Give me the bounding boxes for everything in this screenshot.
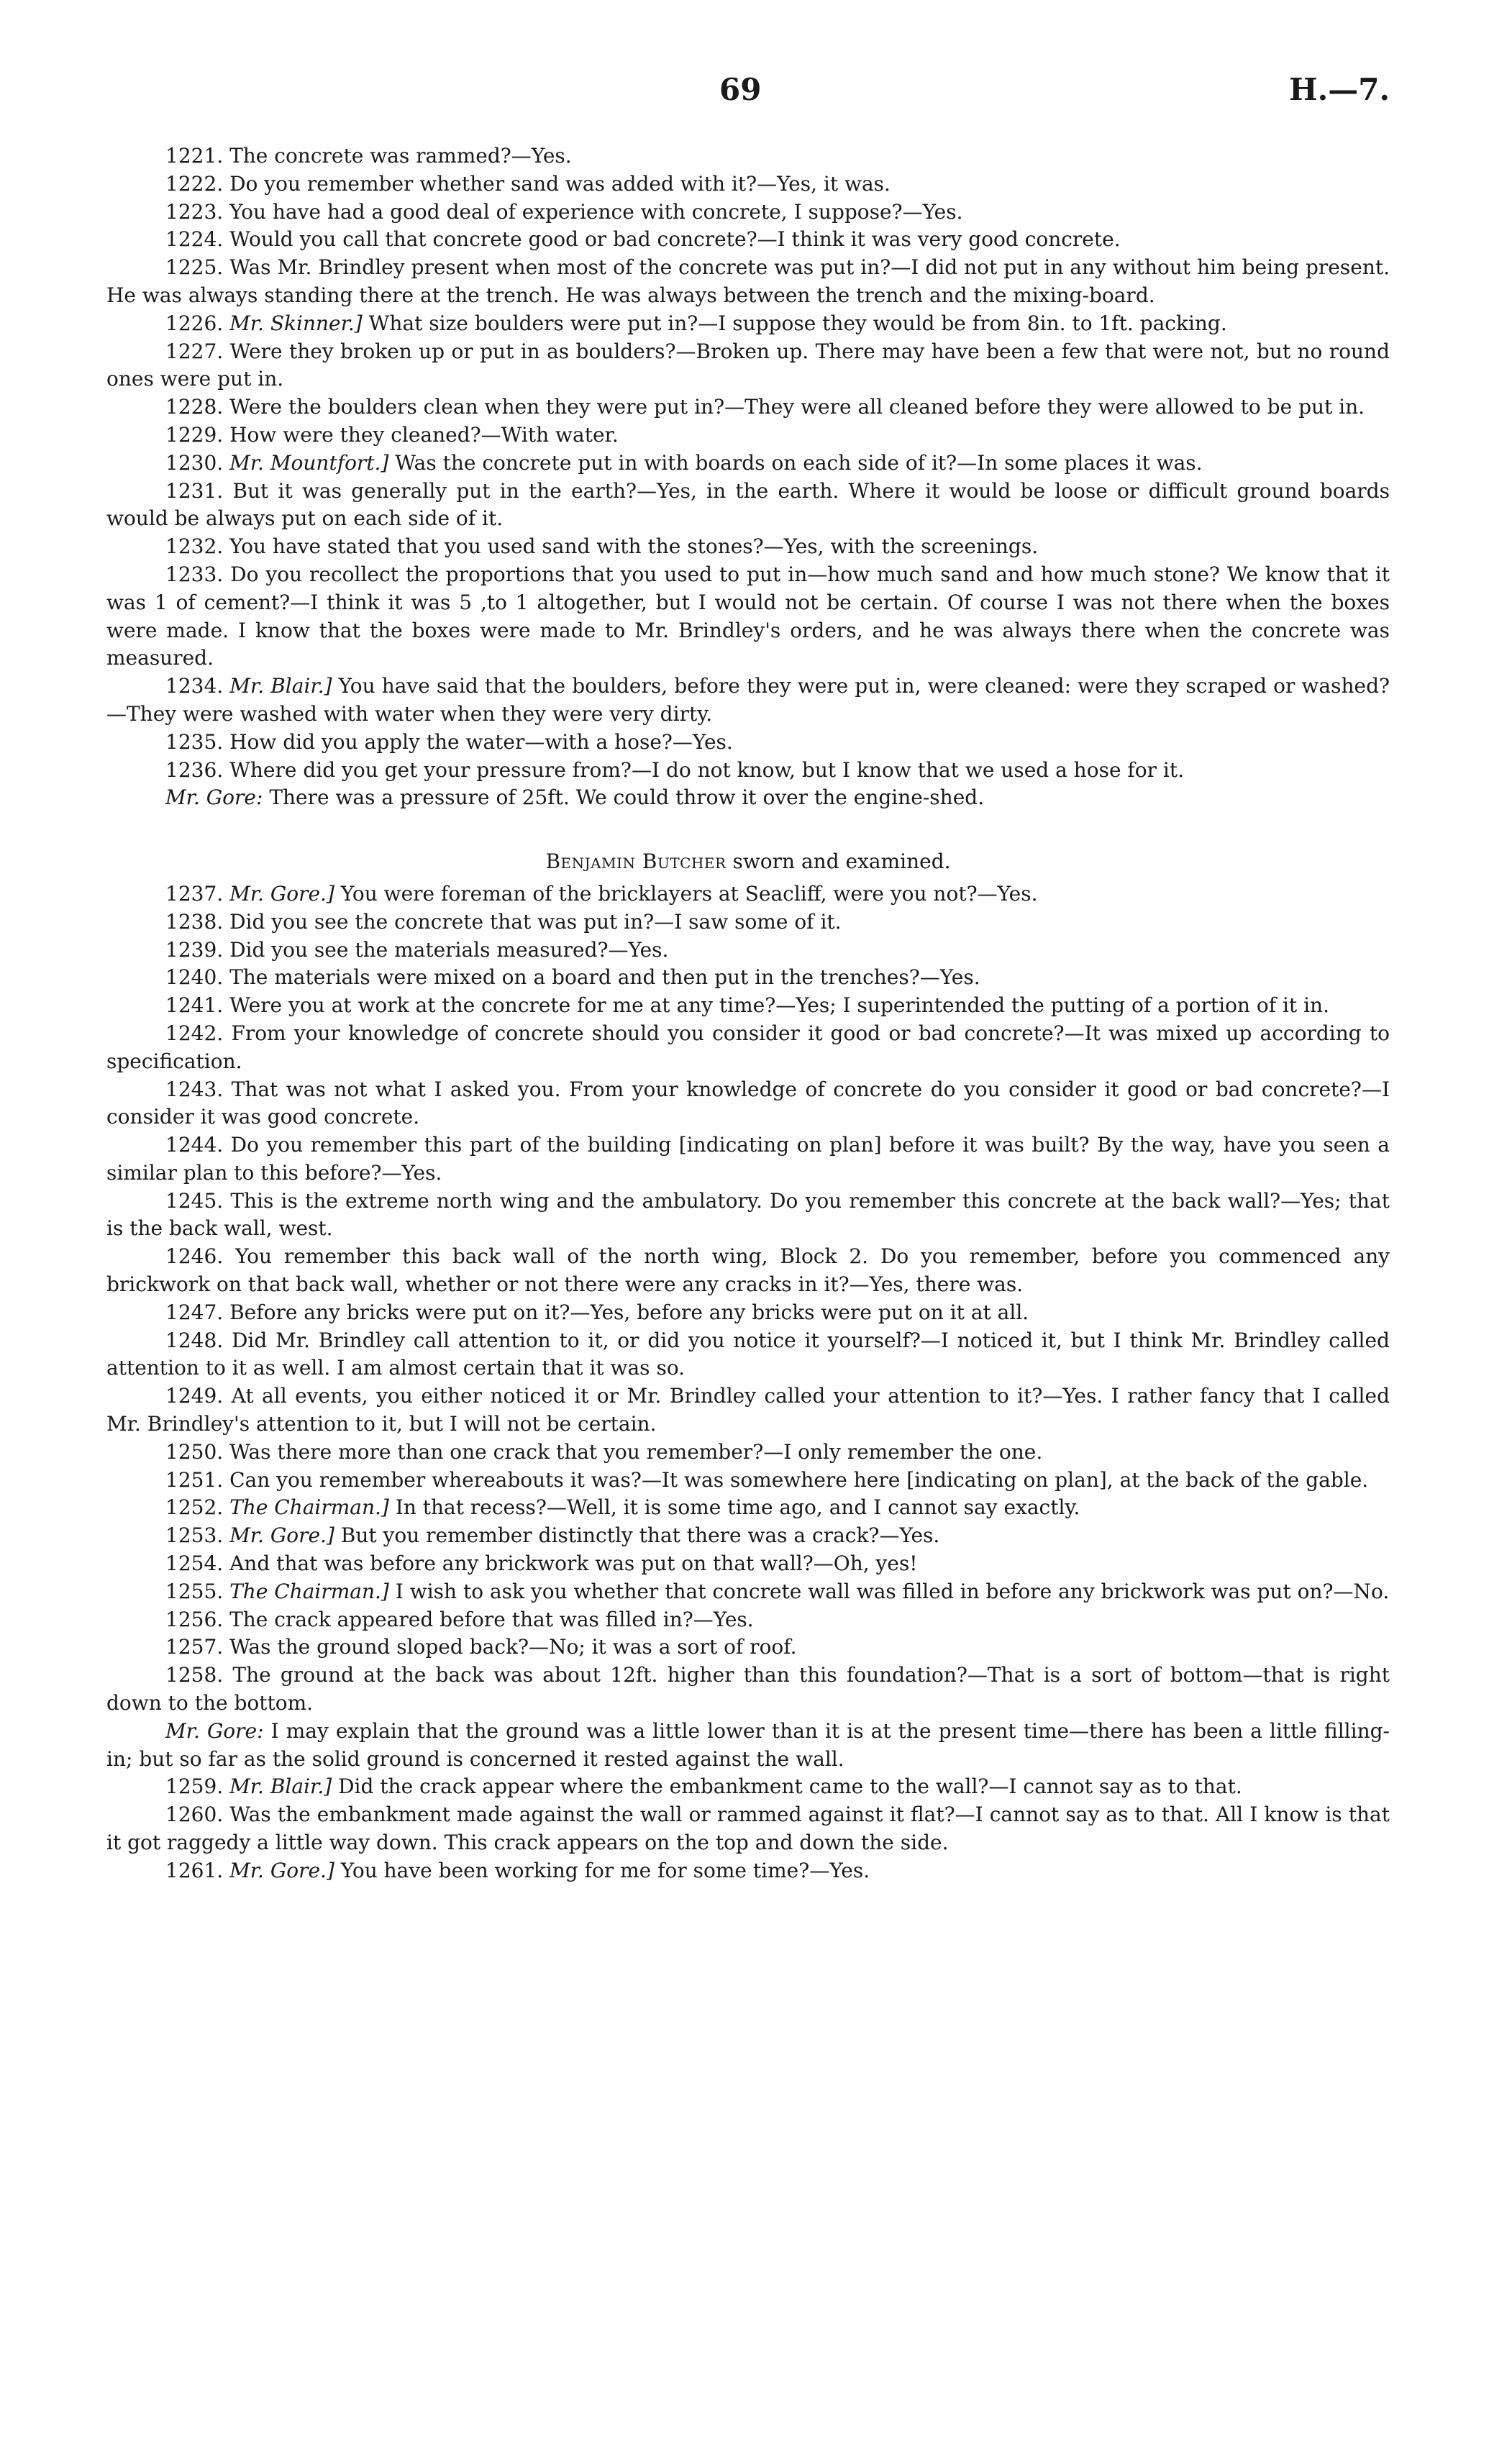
question-number: 1253. xyxy=(165,1523,224,1548)
question-number: 1239. xyxy=(165,937,224,962)
question-number: 1242. xyxy=(165,1021,224,1045)
paragraph-text: Was the embankment made against the wall or rammed against it flat?—I cannot say as to that. All I know is that it got raggedy a little way down. This crack appears on the top and down the side. xyxy=(106,1803,1390,1855)
question-paragraph xyxy=(106,757,1390,785)
speaker-name: The Chairman.] xyxy=(229,1579,389,1603)
question-number: 1228. xyxy=(165,395,224,419)
question-paragraph xyxy=(106,254,1390,310)
question-paragraph xyxy=(106,880,1390,908)
paragraph-text: You have been working for me for some time?—Yes. xyxy=(340,1858,870,1882)
speaker-name: Mr. Gore.] xyxy=(229,1858,334,1882)
question-paragraph xyxy=(106,1382,1390,1439)
paragraph-text: What size boulders were put in?—I suppose they would be from 8in. to 1ft. packing. xyxy=(368,311,1227,335)
transcript-body xyxy=(106,142,1390,1885)
question-number: 1223. xyxy=(165,199,224,224)
question-number: 1226. xyxy=(165,311,224,335)
speaker-name: Mr. Gore.] xyxy=(229,1523,334,1548)
question-number: 1251. xyxy=(165,1467,224,1492)
paragraph-text: Was the ground sloped back?—No; it was a sort of roof. xyxy=(229,1635,797,1659)
paragraph-text: Were the boulders clean when they were put in?—They were all cleaned before they were allowed to be put in. xyxy=(229,395,1365,419)
paragraph-text: The ground at the back was about 12ft. higher than this foundation?—That is a sort of bottom—that is right down to the bottom. xyxy=(106,1663,1390,1715)
question-number: 1243. xyxy=(165,1077,224,1101)
question-paragraph xyxy=(106,1188,1390,1244)
question-paragraph xyxy=(106,1131,1390,1188)
question-paragraph xyxy=(106,1801,1390,1857)
question-number: 1259. xyxy=(165,1774,224,1799)
question-paragraph xyxy=(106,1662,1390,1718)
paragraph-text: Would you call that concrete good or bad concrete?—I think it was very good concrete. xyxy=(229,227,1121,252)
heading-text: sworn and examined. xyxy=(732,849,951,874)
paragraph-text: And that was before any brickwork was put on that wall?—Oh, yes! xyxy=(229,1551,918,1576)
question-paragraph xyxy=(106,561,1390,673)
question-paragraph xyxy=(106,1550,1390,1578)
paragraph-text: You were foreman of the bricklayers at Seacliff, were you not?—Yes. xyxy=(340,881,1038,906)
speaker-name: Mr. Blair.] xyxy=(229,674,332,698)
question-paragraph xyxy=(106,199,1390,227)
question-number: 1245. xyxy=(165,1188,224,1213)
question-paragraph xyxy=(106,393,1390,421)
paragraph-text: Do you remember this part of the building [indicating on plan] before it was built? By the way, have you seen a similar plan to this before?—Yes. xyxy=(106,1133,1390,1185)
question-number: 1258. xyxy=(165,1663,224,1687)
paragraph-text: Do you recollect the proportions that you used to put in—how much sand and how much stone? We know that it was 1 of cement?—I think it was 5 ,to 1 altogether, but I would not be certain. Of course I was not there when the boxes were made. I know that the boxes were made to Mr. Brindley's orders, and he was always there when the concrete was measured. xyxy=(106,562,1390,670)
question-paragraph xyxy=(106,908,1390,937)
question-number: 1222. xyxy=(165,171,224,196)
paragraph-text: The crack appeared before that was filled in?—Yes. xyxy=(229,1607,754,1631)
speaker-name: Mr. Mountfort.] xyxy=(229,450,389,475)
paragraph-text: You have stated that you used sand with the stones?—Yes, with the screenings. xyxy=(229,534,1039,559)
question-paragraph xyxy=(106,784,1390,812)
question-number: 1248. xyxy=(165,1328,224,1352)
question-paragraph xyxy=(106,1718,1390,1774)
page-header xyxy=(0,72,1512,115)
question-number: 1241. xyxy=(165,993,224,1018)
question-number: 1254. xyxy=(165,1551,224,1576)
question-number: 1257. xyxy=(165,1635,224,1659)
question-paragraph xyxy=(106,1494,1390,1522)
question-paragraph xyxy=(106,729,1390,757)
speaker-name: Mr. Skinner.] xyxy=(229,311,363,335)
question-paragraph xyxy=(106,1439,1390,1467)
question-number: 1225. xyxy=(165,255,224,280)
paragraph-text: There was a pressure of 25ft. We could throw it over the engine-shed. xyxy=(269,785,985,810)
question-number: 1230. xyxy=(165,450,224,475)
paragraph-text: I wish to ask you whether that concrete wall was filled in before any brickwork was put on?—No. xyxy=(395,1579,1390,1603)
speaker-name: Mr. Gore: xyxy=(165,785,263,810)
question-paragraph xyxy=(106,1633,1390,1662)
question-number: 1238. xyxy=(165,909,224,934)
question-paragraph xyxy=(106,1522,1390,1550)
question-number: 1229. xyxy=(165,422,224,447)
question-paragraph xyxy=(106,170,1390,199)
question-paragraph xyxy=(106,338,1390,394)
paragraph-text: How were they cleaned?—With water. xyxy=(229,422,619,447)
question-number: 1234. xyxy=(165,674,224,698)
paragraph-text: Can you remember whereabouts it was?—It was somewhere here [indicating on plan], at the back of the gable. xyxy=(229,1467,1369,1492)
witness-heading xyxy=(106,848,1390,876)
paragraph-text: Before any bricks were put on it?—Yes, before any bricks were put on it at all. xyxy=(229,1300,1029,1324)
question-number: 1260. xyxy=(165,1803,224,1827)
speaker-name: The Chairman.] xyxy=(229,1495,389,1520)
page-number: 69 xyxy=(719,72,762,107)
question-number: 1249. xyxy=(165,1384,224,1408)
question-number: 1233. xyxy=(165,562,224,586)
question-paragraph xyxy=(106,937,1390,965)
paragraph-text: Was there more than one crack that you remember?—I only remember the one. xyxy=(229,1439,1043,1464)
question-number: 1232. xyxy=(165,534,224,559)
paragraph-text: You have said that the boulders, before they were put in, were cleaned: were they scraped or washed?—They were washed with water when they were very dirty. xyxy=(106,674,1390,726)
paragraph-text: Was Mr. Brindley present when most of the concrete was put in?—I did not put in any without him being present. He was always standing there at the trench. He was always between the trench and the mixing-board. xyxy=(106,255,1390,307)
speaker-name: Mr. Gore: xyxy=(165,1718,264,1743)
question-number: 1261. xyxy=(165,1858,224,1882)
question-number: 1250. xyxy=(165,1439,224,1464)
paragraph-text: Was the concrete put in with boards on each side of it?—In some places it was. xyxy=(395,450,1203,475)
question-paragraph xyxy=(106,142,1390,170)
speaker-name: Mr. Gore.] xyxy=(229,881,334,906)
question-paragraph xyxy=(106,533,1390,561)
question-paragraph xyxy=(106,673,1390,729)
paragraph-text: I may explain that the ground was a little lower than it is at the present time—there has been a little filling-in; but so far as the solid ground is concerned it rested against the wall. xyxy=(106,1718,1390,1771)
paragraph-text: The concrete was rammed?—Yes. xyxy=(229,144,572,168)
paragraph-text: Did you see the concrete that was put in?—I saw some of it. xyxy=(229,909,842,934)
question-number: 1231. xyxy=(165,478,224,503)
question-number: 1235. xyxy=(165,729,224,754)
question-paragraph xyxy=(106,1773,1390,1801)
question-number: 1255. xyxy=(165,1579,224,1603)
question-paragraph xyxy=(106,450,1390,478)
paragraph-text: But it was generally put in the earth?—Yes, in the earth. Where it would be loose or difficult ground boards would be always put on each side of it. xyxy=(106,478,1390,531)
question-paragraph xyxy=(106,1243,1390,1299)
document-reference: H.—7. xyxy=(1289,72,1390,107)
question-paragraph xyxy=(106,1020,1390,1076)
paragraph-text: That was not what I asked you. From your knowledge of concrete do you consider it good or bad concrete?—I consider it was good concrete. xyxy=(106,1077,1390,1129)
paragraph-text: But you remember distinctly that there was a crack?—Yes. xyxy=(340,1523,940,1548)
paragraph-text: Were you at work at the concrete for me at any time?—Yes; I superintended the putting of a portion of it in. xyxy=(229,993,1329,1018)
paragraph-text: You have had a good deal of experience with concrete, I suppose?—Yes. xyxy=(229,199,963,224)
question-number: 1244. xyxy=(165,1133,224,1157)
question-paragraph xyxy=(106,478,1390,534)
question-paragraph xyxy=(106,1857,1390,1885)
paragraph-text: Were they broken up or put in as boulders?—Broken up. There may have been a few that were not, but no round ones were put in. xyxy=(106,339,1390,391)
paragraph-text: Where did you get your pressure from?—I do not know, but I know that we used a hose for it. xyxy=(229,757,1185,782)
paragraph-text: This is the extreme north wing and the ambulatory. Do you remember this concrete at the back wall?—Yes; that is the back wall, west. xyxy=(106,1188,1390,1241)
paragraph-text: From your knowledge of concrete should you consider it good or bad concrete?—It was mixed up according to specification. xyxy=(106,1021,1390,1073)
question-number: 1237. xyxy=(165,881,224,906)
paragraph-text: At all events, you either noticed it or Mr. Brindley called your attention to it?—Yes. I rather fancy that I called Mr. Brindley's attention to it, but I will not be certain. xyxy=(106,1384,1390,1436)
question-number: 1236. xyxy=(165,757,224,782)
question-paragraph xyxy=(106,310,1390,338)
paragraph-text: Did the crack appear where the embankment came to the wall?—I cannot say as to that. xyxy=(338,1774,1242,1799)
question-number: 1240. xyxy=(165,965,224,990)
question-number: 1256. xyxy=(165,1607,224,1631)
paragraph-text: Did Mr. Brindley call attention to it, or did you notice it yourself?—I noticed it, but I think Mr. Brindley called attention to it as well. I am almost certain that it was so. xyxy=(106,1328,1390,1380)
paragraph-text: Do you remember whether sand was added with it?—Yes, it was. xyxy=(229,171,891,196)
witness-name: Benjamin Butcher xyxy=(545,849,727,874)
question-paragraph xyxy=(106,1076,1390,1132)
question-paragraph xyxy=(106,1327,1390,1383)
question-paragraph xyxy=(106,421,1390,450)
question-paragraph xyxy=(106,1606,1390,1634)
question-number: 1247. xyxy=(165,1300,224,1324)
question-paragraph xyxy=(106,1467,1390,1495)
question-number: 1227. xyxy=(165,339,224,363)
question-paragraph xyxy=(106,1578,1390,1606)
question-paragraph xyxy=(106,226,1390,254)
question-paragraph xyxy=(106,992,1390,1020)
question-number: 1221. xyxy=(165,144,224,168)
question-paragraph xyxy=(106,1299,1390,1327)
paragraph-text: In that recess?—Well, it is some time ago, and I cannot say exactly. xyxy=(395,1495,1080,1520)
question-number: 1252. xyxy=(165,1495,224,1520)
paragraph-text: You remember this back wall of the north wing, Block 2. Do you remember, before you commenced any brickwork on that back wall, whether or not there were any cracks in it?—Yes, there was. xyxy=(106,1244,1390,1297)
speaker-name: Mr. Blair.] xyxy=(229,1774,332,1799)
question-number: 1246. xyxy=(165,1244,224,1269)
question-paragraph xyxy=(106,964,1390,992)
paragraph-text: Did you see the materials measured?—Yes. xyxy=(229,937,669,962)
question-number: 1224. xyxy=(165,227,224,252)
paragraph-text: How did you apply the water—with a hose?—Yes. xyxy=(229,729,733,754)
paragraph-text: The materials were mixed on a board and then put in the trenches?—Yes. xyxy=(229,965,980,990)
